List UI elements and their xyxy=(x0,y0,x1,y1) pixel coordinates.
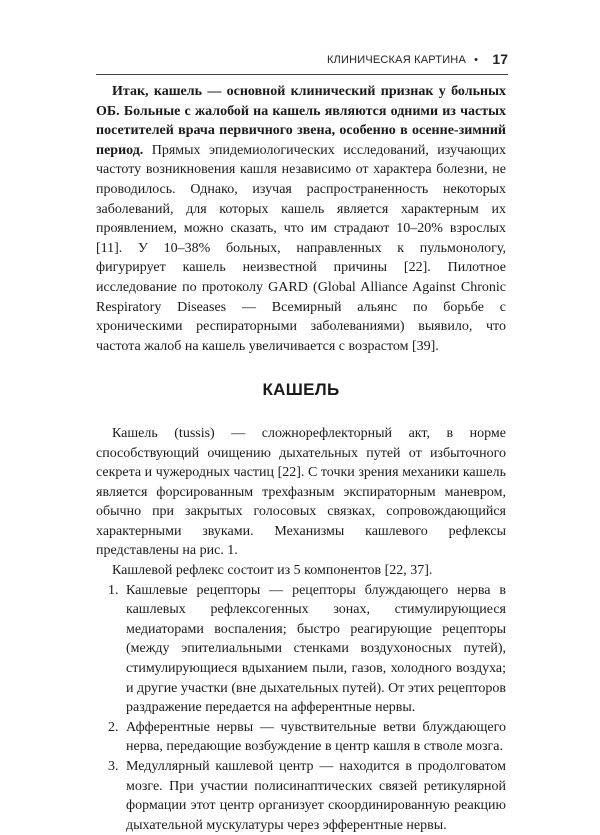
running-header xyxy=(96,50,508,72)
cough-definition-paragraph: Кашель (tussis) — сложнорефлекторный акт, в норме способствующий очищению дыхательных путей от избыточного секрета и чужеродных частиц [22]. С точки зрения механики кашель является форсированным трехфазным экспираторным маневром, обычно при закрытых голосовых связках, сопровождающийся характерными звуками. Механизмы кашлевого рефлексы представлены на рис. 1. xyxy=(96,425,506,559)
header-bullet: • xyxy=(474,54,478,66)
list-item xyxy=(96,757,506,835)
reflex-components-list xyxy=(96,581,506,835)
page-number: 17 xyxy=(492,51,508,67)
intro-text: Прямых эпидемиологических исследований, изучающих частоту возникновения кашля независимо от характера болезни, не проводилось. Однако, изучая распространенность некоторых заболеваний, для которых кашель является характерным их проявлением, можно сказать, что им страдают 10–20% взрослых [11]. У 10–38% больных, направленных к пульмонологу, фигурирует кашель неизвестной причины [22]. Пилотное исследование по протоколу GARD (Global Alliance Against Chronic Respiratory Diseases — Всемирный альянс по борьбе с хроническими респираторными заболеваниями) выявило, что частота жалоб на кашель увеличивается с возрастом [39]. xyxy=(96,142,506,354)
cough-reflex-intro: Кашлевой рефлекс состоит из 5 компонентов [22, 37]. xyxy=(112,563,433,579)
intro-bold-text: Итак, кашель — основной клинический признак у больных ОБ. Больные с жалобой на кашель являются одними из частых посетителей врача первичного звена, особенно в осенне-зимний период. xyxy=(96,84,506,158)
list-item-number: 1. xyxy=(108,582,119,598)
list-item xyxy=(96,718,506,757)
list-item-number: 2. xyxy=(108,719,119,735)
list-item-number: 3. xyxy=(108,759,119,774)
running-header-title: КЛИНИЧЕСКАЯ КАРТИНА xyxy=(326,54,466,66)
list-item-text: Медуллярный кашлевой центр — находится в продолговатом мозге. При участии полисинаптических связей ретикулярной формации этот центр организует скоординированную реакцию дыхательной мускулатуры через эфферентные нервы. xyxy=(126,759,506,833)
page-body xyxy=(96,82,506,835)
list-item-text: Афферентные нервы — чувствительные ветви блуждающего нерва, передающие возбуждение в центр кашля в стволе мозга. xyxy=(126,719,506,755)
list-item xyxy=(96,581,506,718)
intro-paragraph xyxy=(96,82,506,356)
header-divider xyxy=(96,74,508,75)
section-heading: КАШЕЛЬ xyxy=(262,380,340,400)
list-item-text: Кашлевые рецепторы — рецепторы блуждающего нерва в кашлевых рефлексогенных зонах, стимулирующиеся медиаторами воспаления; быстро реагирующие рецепторы (между эпителиальными стенками воздухоносных путей), стимулирующиеся вдыханием пыли, газов, холодного воздуха; и другие участки (вне дыхательных путей). От этих рецепторов раздражение передается на афферентные нервы. xyxy=(126,582,506,716)
